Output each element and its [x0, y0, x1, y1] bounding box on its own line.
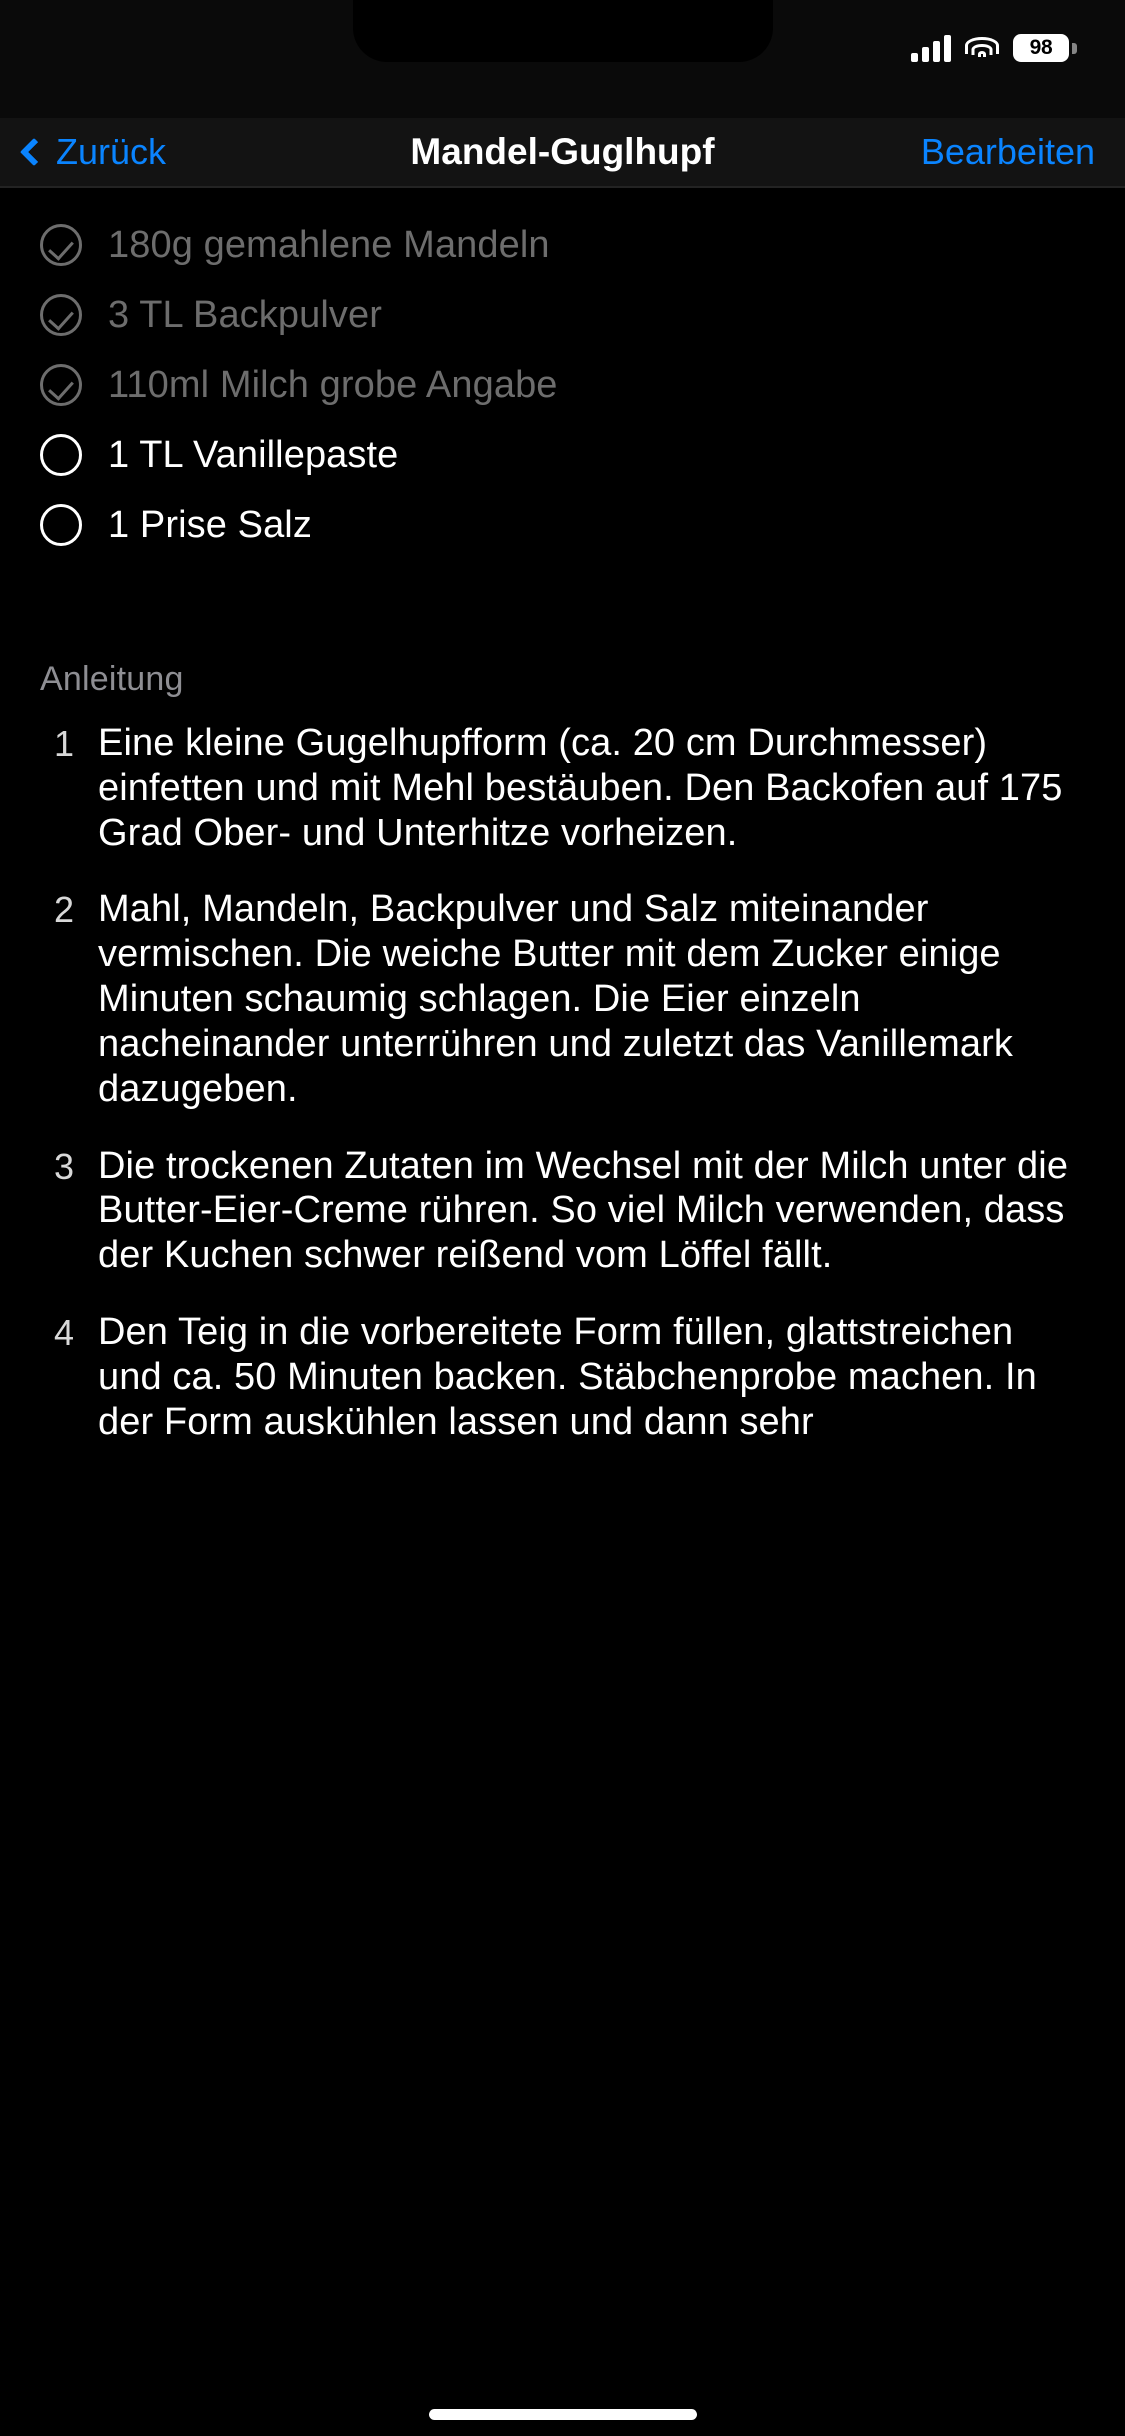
- home-indicator[interactable]: [429, 2409, 697, 2420]
- recipe-content: [0, 188, 1125, 1445]
- step-number: 2: [53, 889, 74, 931]
- wifi-icon: [965, 35, 999, 61]
- ingredient-label: 1 Prise Salz: [108, 503, 312, 546]
- list-item: [40, 1144, 1085, 1278]
- back-button[interactable]: [24, 131, 166, 173]
- list-item: [40, 887, 1085, 1111]
- notch: [353, 0, 773, 62]
- list-item: [40, 721, 1085, 855]
- battery-icon: [1013, 34, 1077, 62]
- ingredient-label: 1 TL Vanillepaste: [108, 433, 399, 476]
- list-item[interactable]: [40, 280, 1085, 350]
- instruction-steps: [40, 721, 1085, 1445]
- checkbox-unchecked-icon[interactable]: [40, 504, 82, 546]
- navigation-bar: [0, 118, 1125, 186]
- ingredient-label: 3 TL Backpulver: [108, 293, 382, 336]
- status-indicators: [911, 34, 1077, 62]
- step-number: 3: [53, 1145, 74, 1187]
- edit-button[interactable]: Bearbeiten: [920, 131, 1095, 172]
- list-item[interactable]: [40, 420, 1085, 490]
- back-button-label: Zurück: [56, 131, 167, 172]
- list-item[interactable]: [40, 210, 1085, 280]
- status-bar: [0, 0, 1125, 118]
- ingredient-label: 180g gemahlene Mandeln: [108, 223, 550, 266]
- checkbox-checked-icon[interactable]: [40, 364, 82, 406]
- battery-percent-label: 98: [1029, 36, 1053, 59]
- list-item[interactable]: [40, 490, 1085, 560]
- cellular-signal-icon: [911, 34, 951, 62]
- checkbox-checked-icon[interactable]: [40, 294, 82, 336]
- step-number: 4: [53, 1312, 74, 1354]
- step-text: Eine kleine Gugelhupfform (ca. 20 cm Durchmesser) einfetten und mit Mehl bestäuben. Den Backofen auf 175 Grad Ober- und Unterhitze vorheizen.: [98, 722, 1063, 854]
- list-item[interactable]: [40, 350, 1085, 420]
- instructions-section-title: Anleitung: [40, 660, 184, 698]
- chevron-left-icon: [20, 138, 48, 166]
- checkbox-unchecked-icon[interactable]: [40, 434, 82, 476]
- step-number: 1: [53, 723, 74, 764]
- list-item: [40, 1310, 1085, 1444]
- step-text: Die trockenen Zutaten im Wechsel mit der Milch unter die Butter-Eier-Creme rühren. So viel Milch verwenden, dass der Kuchen schwer reißend vom Löffel fällt.: [98, 1144, 1069, 1277]
- page-title: Mandel-Guglhupf: [410, 131, 715, 172]
- ingredient-list: [40, 188, 1085, 560]
- checkbox-checked-icon[interactable]: [40, 224, 82, 266]
- step-text: Den Teig in die vorbereitete Form füllen, glattstreichen und ca. 50 Minuten backen. Stäbchenprobe machen. In der Form auskühlen lassen und dann sehr: [98, 1311, 1037, 1443]
- step-text: Mahl, Mandeln, Backpulver und Salz miteinander vermischen. Die weiche Butter mit dem Zucker einige Minuten schaumig schlagen. Die Eier einzeln nacheinander unterrühren und zuletzt das Vanillemark dazugeben.: [98, 888, 1013, 1110]
- ingredient-label: 110ml Milch grobe Angabe: [108, 363, 558, 406]
